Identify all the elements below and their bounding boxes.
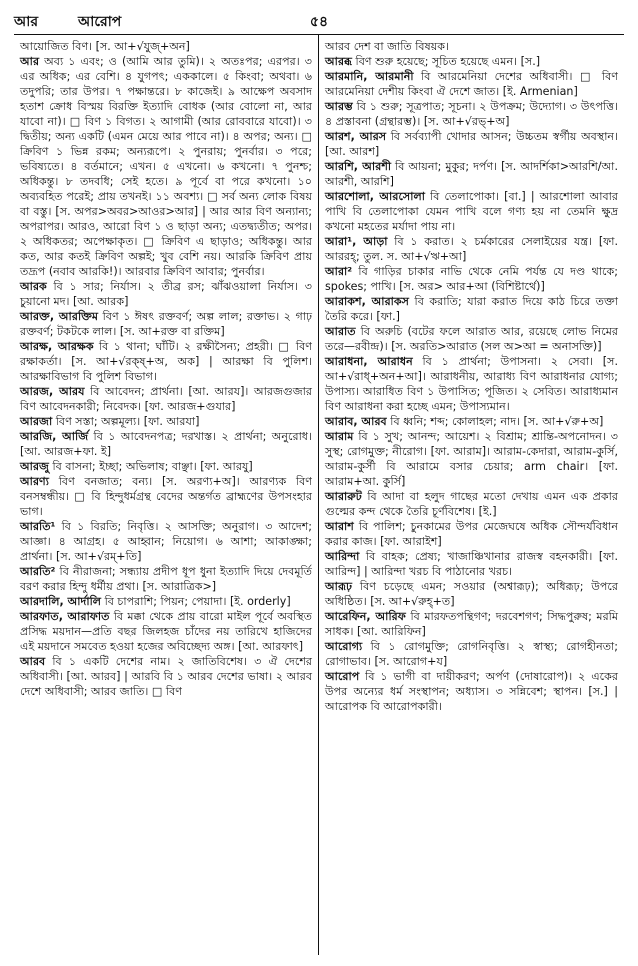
entry-headword: আরজি, আর্জি	[20, 430, 89, 443]
dictionary-entry	[20, 564, 312, 594]
entry-headword: আরক্ষ, আরক্ষক	[20, 340, 94, 353]
dictionary-entry	[325, 294, 618, 324]
dictionary-entry	[20, 39, 312, 54]
entry-headword: আরম্ভ	[325, 100, 353, 113]
entry-headword: আরক	[20, 280, 47, 293]
entry-headword: আরশোলা, আরসোলা	[325, 190, 425, 203]
entry-definition: বি অরুচি (বটের ফলে আরাত আর, রয়েছে লোভ নিমের তরে—রবীন্দ্র)। [স. অরতি>আরাত (সল অ>আ = অনাসক্তি)]	[325, 325, 618, 353]
entry-headword: আরাব, আরব	[325, 415, 387, 428]
entry-headword: আরোপ	[325, 670, 360, 683]
page-header	[14, 8, 624, 35]
dictionary-entry	[20, 459, 312, 474]
dictionary-entry	[20, 309, 312, 339]
entry-headword: আরাকশ, আরাকস	[325, 295, 409, 308]
entry-columns	[14, 35, 624, 955]
entry-definition: বি বাহক; প্রেষ্য; খাজাঞ্চিখানার রাজস্ব বহনকারী। [ফা. আরিন্দ] | আরিন্দা খরচ বি পাঠানোর খরচ।	[325, 550, 618, 578]
guide-word-first: আর	[14, 14, 39, 30]
dictionary-entry	[20, 474, 312, 519]
entry-definition: বি সর্বব্যাপী খোদার আসন; উচ্চতম স্বর্গীয় অবস্থান। [আ. আরশ]	[325, 130, 618, 158]
guide-word-last: আরোপ	[78, 14, 122, 30]
entry-headword: আরতি¹	[20, 520, 56, 533]
entry-headword: আরশ, আরস	[325, 130, 387, 143]
dictionary-entry	[325, 159, 618, 189]
entry-definition: বি আদা বা হলুদ গাছের মতো দেখায় এমন এক প্রকার গুল্মের কন্দ থেকে তৈরি চূর্ণবিশেষ। [ই.]	[325, 490, 618, 518]
entry-definition: বি তেলাপোকা। [বা.] | আরশোলা আবার পাখি বি তেলাপোকা যেমন পাখি বলে গণ্য হয় না তেমনি ক্ষুদ্র কখনো মহতের মর্যাদা পায় না।	[325, 190, 619, 233]
dictionary-entry	[325, 189, 618, 234]
entry-definition: বি আরমেনিয়া দেশের অধিবাসী। □ বিণ আরমেনিয়া দেশীয় কিংবা ঐ দেশে জাত। [ই. Armenian]	[325, 70, 618, 98]
entry-headword: আরদালি, আর্দালি	[20, 595, 102, 608]
entry-definition: বিণ ১ ঈষৎ রক্তবর্ণ; অল্প লাল; রক্তাভ। ২ গাঢ় রক্তবর্ণ; টকটকে লাল। [স. আ+রক্ত বা রক্তিম]	[20, 310, 313, 338]
entry-headword: আরজু	[20, 460, 49, 473]
entry-definition: বি ১ প্রার্থনা; উপাসনা। ২ সেবা। [স. আ+√রাধ্+অন+আ]। আরাধনীয়, আরাধ্য বিণ আরাধনার যোগ্য; উপাস্য। আরাধিত বিণ ১ উপাসিত; পূজিত। ২ সেবিত। আরাধ্যমান বিণ আরাধনা করা হচ্ছে এমন; উপাস্যমান।	[325, 355, 618, 413]
entry-definition: বিণ চড়েছে এমন; সওয়ার (অশ্বারূঢ়); অধিরূঢ়; উপরে অধিষ্ঠিত। [স. আ+√রুহ্+ত]	[325, 580, 618, 608]
entry-headword: আরমানি, আরমানী	[325, 70, 414, 83]
dictionary-entry	[325, 39, 618, 54]
entry-headword: আরেফিন, আরিফ	[325, 610, 406, 623]
dictionary-entry	[325, 669, 618, 714]
entry-headword: আরশি, আরশী	[325, 160, 392, 173]
entry-definition: বি ধ্বনি; শব্দ; কোলাহল; নাদ। [স. আ+√রু+অ]	[390, 415, 604, 428]
entry-definition: বি ১ করাত। ২ চর্মকারের সেলাইয়ের যন্ত্র। [ফা. আররহ্; তুল. স. আ+√ঋ+আ]	[325, 235, 618, 263]
entry-headword: আরাত	[325, 325, 356, 338]
dictionary-entry	[20, 279, 312, 309]
right-column	[319, 35, 624, 955]
entry-definition: বি নীরাজনা; সন্ধ্যায় প্রদীপ ধূপ ধুনা ইত্যাদি দিয়ে দেবমূর্তি বরণ করার হিন্দু ধর্মীয় প্রথা। [স. আরাত্রিক>]	[20, 565, 312, 593]
entry-definition: বিণ শুরু হয়েছে; সূচিত হয়েছে এমন। [স.]	[355, 55, 541, 68]
entry-definition: অব্য ১ এবং; ও (আমি আর তুমি)। ২ অতঃপর; এরপর। ৩ এর অধিক; এর বেশি। ৪ যুগপৎ; এককালে। ৫ কিংবা; অথবা। ৬ তদুপরি; তার উপর। ৭ পক্ষান্তরে। ৮ কাজেই। ৯ আক্ষেপ অবসাদ হতাশ ক্রোধ বিস্ময় বিরক্তি ইত্যাদি বোধক (আর বোলো না, আর যাবো না)। □ বিণ ১ বিগত। ২ আগামী (আর রোববারে যাবো)। ৩ দ্বিতীয়; অন্য একটি (এমন মেয়ে আর পাবে না)। ৪ অপর; অন্য। □ ক্রিবিণ ১ ভিন্ন রকম; অন্যরূপে। ২ পুনরায়; পুনর্বার। ৩ পরে; ভবিষ্যতে। ৪ বর্তমানে; এখন। ৫ এখনো। ৬ কখনো। ৭ পুনশ্চ; অধিকন্তু। ৮ তদবধি; সেই হতে। ৯ পূর্বে বা পরে কখনো। ১০ অব্যবহিত পরেই; প্রায় তখনই। ১১ অবশ্য। □ সর্ব অন্য লোক বিষয় বা বস্তু। [স. অপর>অবর>আওর>আর] | আর আর বিণ অন্যান্য; অপরাপর। আরও, আরো বিণ ১ ও ছাড়া অন্য; এতদ্ব্যতীত; অপর। ২ অধিকতর; অপেক্ষাকৃত। □ ক্রিবিণ এ ছাড়াও; অধিকন্তু। আর কত, আর কতই ক্রিবিণ অল্পই; খুব বেশি নয়। আরকি ক্রিবিণ প্রায় তদ্রূপ (নবাব আরকি!)। আরবার ক্রিবিণ আবার; পুনর্বার।	[20, 55, 313, 278]
dictionary-entry	[325, 639, 618, 669]
entry-definition: বি আবেদন; প্রার্থনা। [আ. আরয]। আরজগুজার বিণ আবেদনকারী; নিবেদক। [ফা. আরজ+গুযার]	[20, 385, 313, 413]
dictionary-entry	[325, 429, 618, 489]
entry-definition: বি ১ শুরু; সূত্রপাত; সূচনা। ২ উপক্রম; উদ্যোগ। ৩ উৎপত্তি। ৪ প্রস্তাবনা (গ্রন্থারম্ভ)। [স. আ+√রভ্+অ]	[325, 100, 619, 128]
dictionary-entry	[20, 429, 312, 459]
entry-headword: আরূঢ়	[325, 580, 353, 593]
dictionary-entry	[325, 609, 618, 639]
entry-definition: বি ১ রোগমুক্তি; রোগনিবৃত্তি। ২ স্বাস্থ্য; রোগহীনতা; রোগাভাব। [স. আরোগ+য]	[325, 640, 618, 668]
entry-headword: আরব্ধ	[325, 55, 353, 68]
dictionary-entry	[20, 384, 312, 414]
dictionary-entry	[20, 414, 312, 429]
entry-definition: বি ১ ভাগী বা দায়ীকরণ; অর্পণ (দোষারোপ)। ২ একের উপর অন্যের ধর্ম সংস্থাপন; অধ্যাস। ৩ সন্নিবেশ; স্থাপন। [স.] | আরোপক বি আরোপকারী।	[325, 670, 618, 713]
dictionary-entry	[20, 594, 312, 609]
dictionary-entry	[325, 414, 618, 429]
entry-headword: আরজা	[20, 415, 53, 428]
entry-definition: বি পালিশ; চুনকামের উপর মেজেঘষে অধিক সৌন্দর্যবিধান করার কাজ। [ফা. আরাইশ]	[325, 520, 618, 548]
entry-definition: বি ১ থানা; ঘাঁটি। ২ রক্ষীসৈন্য; প্রহরী। □ বিণ রক্ষাকর্তা। [স. আ+√রক্ষ্+অ, অক] | আরক্ষা বি পুলিশ। আরক্ষাবিভাগ বি পুলিশ বিভাগ।	[20, 340, 312, 383]
dictionary-entry	[325, 324, 618, 354]
dictionary-entry	[325, 129, 618, 159]
left-column	[14, 35, 319, 955]
entry-headword: আরা¹, আড়া	[325, 235, 388, 248]
entry-headword: আরিন্দা	[325, 550, 360, 563]
entry-headword: আরতি²	[20, 565, 56, 578]
dictionary-entry	[20, 654, 312, 699]
entry-headword: আরফাত, আরাফাত	[20, 610, 110, 623]
entry-definition: বি ১ একটি দেশের নাম। ২ জাতিবিশেষ। ৩ ঐ দেশের অধিবাসী। [আ. আরব] | আরবি বি ১ আরব দেশের ভাষা। ২ আরব দেশে অধিবাসী; আরব জাতি। □ বিণ	[20, 655, 312, 698]
entry-definition: বি মক্কা থেকে প্রায় বারো মাইল পূর্বে অবস্থিত প্রসিদ্ধ ময়দান—প্রতি বছর জিলহজ চাঁদের নয় তারিখে হাজিদের এই ময়দানে সমবেত হওয়া হজের অবিচ্ছেদ্য অঙ্গ। [আ. আরফাৎ]	[20, 610, 312, 653]
dictionary-entry	[325, 99, 618, 129]
dictionary-entry	[325, 579, 618, 609]
entry-definition: বি করাতি; যারা করাত দিয়ে কাঠ চিরে তক্তা তৈরি করে। [ফা.]	[325, 295, 619, 323]
entry-definition: বি চাপরাশি; পিয়ন; পেয়াদা। [ই. orderly]	[104, 595, 291, 608]
entry-headword: আরারুট	[325, 490, 362, 503]
dictionary-entry	[325, 354, 618, 414]
entry-headword: আরণ্য	[20, 475, 49, 488]
entry-definition: বি বাসনা; ইচ্ছা; অভিলাষ; বাঞ্ছা। [ফা. আরযু]	[52, 460, 253, 473]
entry-definition: বি ১ আবেদনপত্র; দরখাস্ত। ২ প্রার্থনা; অনুরোধ। [আ. আরজ+ফা. ই]	[20, 430, 312, 458]
entry-definition: বিণ বনজাত; বন্য। [স. অরণ্য+অ]। আরণ্যক বিণ বনসম্বন্ধীয়। □ বি হিন্দুধর্মগ্রন্থ বেদের অন্তর্গত ব্রাহ্মণের উপসংহার ভাগ।	[20, 475, 313, 518]
page-number: ৫৪	[309, 14, 329, 30]
entry-definition: আয়োজিত বিণ। [স. আ+√যুজ্+অন]	[20, 40, 190, 53]
guide-words	[14, 10, 121, 34]
entry-definition: বি ১ সুখ; আনন্দ; আয়েশ। ২ বিশ্রাম; শ্রান্তি-অপনোদন। ৩ সুস্থ; রোগমুক্ত; নীরোগ। [ফা. আরাম]। আরাম-কেদারা, আরাম-কুর্সি, আরাম-কুর্সী বি আরামে বসার চেয়ার; arm chair। [ফা. আরাম+আ. কুর্সি]	[325, 430, 618, 488]
dictionary-entry	[20, 339, 312, 384]
dictionary-entry	[325, 519, 618, 549]
dictionary-entry	[325, 489, 618, 519]
entry-definition: আরব দেশ বা জাতি বিষয়ক।	[325, 40, 449, 53]
dictionary-entry	[20, 519, 312, 564]
dictionary-entry	[20, 609, 312, 654]
entry-headword: আরোগ্য	[325, 640, 363, 653]
dictionary-entry	[325, 234, 618, 264]
entry-headword: আর	[20, 55, 40, 68]
entry-definition: বি ১ সার; নির্যাস। ২ তীব্র রস; ঝাঁঝওয়ালা নির্যাস। ৩ চুয়ানো মদ। [আ. আরক]	[20, 280, 312, 308]
dictionary-entry	[325, 69, 618, 99]
entry-headword: আরব	[20, 655, 46, 668]
dictionary-entry	[325, 54, 618, 69]
entry-headword: আরাধনা, আরাধন	[325, 355, 413, 368]
entry-headword: আরাম	[325, 430, 354, 443]
entry-headword: আরজ, আরয	[20, 385, 85, 398]
dictionary-entry	[325, 549, 618, 579]
entry-definition: বি আয়না; মুকুর; দর্পণ। [স. আদর্শিকা>আরশি/আ. আরশী, আরশি]	[325, 160, 618, 188]
entry-definition: বি গাড়ির চাকার নাভি থেকে নেমি পর্যন্ত যে দণ্ড থাকে; spokes; পাখি। [স. অর> আর+আ (বিশিষ্টার্থে)]	[325, 265, 619, 293]
entry-headword: আরক্ত, আরক্তিম	[20, 310, 99, 323]
dictionary-entry	[325, 264, 618, 294]
dictionary-entry	[20, 54, 312, 279]
entry-definition: বিণ সস্তা; অল্পমূল্য। [ফা. আরযা]	[55, 415, 200, 428]
entry-headword: আরা²	[325, 265, 353, 278]
entry-definition: বি ১ বিরতি; নিবৃত্তি। ২ আসক্তি; অনুরাগ। ৩ আদেশ; আজ্ঞা। ৪ আগ্রহ। ৫ আহ্বান; নিয়োগ। ৬ আশা; আকাঙ্ক্ষা; প্রার্থনা। [স. আ+√রম্+তি]	[20, 520, 313, 563]
entry-headword: আরাশ	[325, 520, 354, 533]
entry-definition: বি মারফতপন্থিগণ; দরবেশগণ; সিদ্ধপুরুষ; মরমি সাধক। [আ. আরিফিন]	[325, 610, 619, 638]
